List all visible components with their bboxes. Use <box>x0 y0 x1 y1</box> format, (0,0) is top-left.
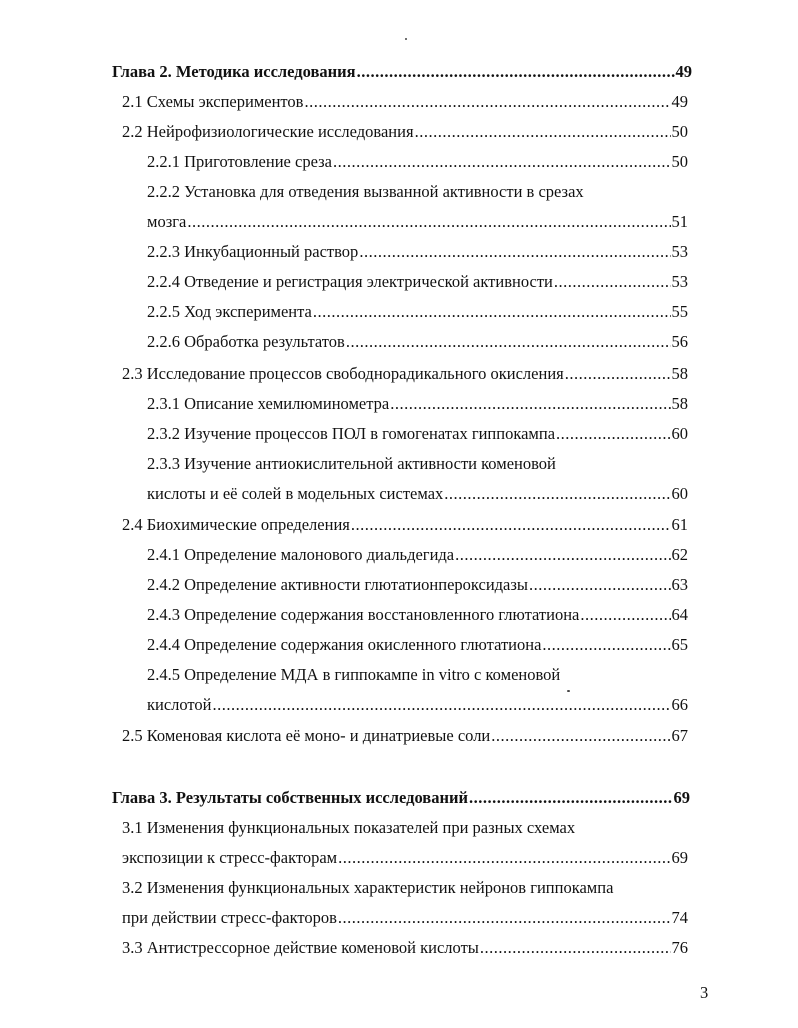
toc-entry-text: экспозиции к стресс-факторам <box>122 848 338 867</box>
dot-leader <box>304 90 670 114</box>
toc-entry-text: 2.3 Исследование процессов свободнорадикального окисления <box>122 364 564 383</box>
toc-entry-page: 63 <box>671 575 688 594</box>
toc-entry-page: 64 <box>671 605 688 624</box>
toc-entry-text: при действии стресс-факторов <box>122 908 337 927</box>
toc-entry-3-1-line2 <box>122 846 688 870</box>
dot-leader <box>359 240 670 264</box>
toc-entry-text: 2.3.2 Изучение процессов ПОЛ в гомогенатах гиппокампа <box>147 424 556 443</box>
toc-entry-text: Глава 2. Методика исследования <box>112 62 356 81</box>
toc-entry-2-2-6 <box>147 330 688 354</box>
toc-entry-page: 62 <box>671 545 688 564</box>
toc-entry-2-4-5-line2 <box>147 693 688 717</box>
dot-leader <box>187 210 670 234</box>
toc-entry-2-3-2 <box>147 422 688 446</box>
dot-leader <box>313 300 671 324</box>
toc-entry-2-3-1 <box>147 392 688 416</box>
toc-entry-page: 55 <box>671 302 688 321</box>
dot-leader <box>333 150 671 174</box>
page-number: 3 <box>700 983 709 1002</box>
dot-leader <box>455 543 670 567</box>
toc-entry-2-2-2-line1 <box>147 180 688 204</box>
toc-entry-2-1 <box>122 90 688 114</box>
toc-entry-text: кислотой <box>147 695 212 714</box>
dot-leader <box>580 603 670 627</box>
scan-speck <box>567 690 570 692</box>
toc-entry-page: 53 <box>671 242 688 261</box>
toc-entry-page: 65 <box>671 635 688 654</box>
toc-entry-text: 2.3.1 Описание хемилюминометра <box>147 394 390 413</box>
toc-entry-2-2-2-line2 <box>147 210 688 234</box>
dot-leader <box>444 482 670 506</box>
toc-entry-3-2-line1 <box>122 876 688 900</box>
toc-entry-2-4-3 <box>147 603 688 627</box>
dot-leader <box>338 846 670 870</box>
toc-entry-2-2-1 <box>147 150 688 174</box>
dot-leader <box>390 392 670 416</box>
toc-entry-page: 76 <box>671 938 688 957</box>
toc-entry-chapter-3 <box>112 786 690 810</box>
scan-speck <box>405 38 407 40</box>
toc-entry-page: 60 <box>671 424 688 443</box>
toc-entry-2-3-3-line2 <box>147 482 688 506</box>
toc-entry-page: 61 <box>671 515 688 534</box>
toc-entry-text: 2.2.1 Приготовление среза <box>147 152 332 171</box>
toc-entry-2-4 <box>122 513 688 537</box>
toc-entry-text: 2.4 Биохимические определения <box>122 515 350 534</box>
dot-leader <box>480 936 671 960</box>
dot-leader <box>213 693 671 717</box>
toc-entry-page: 56 <box>671 332 688 351</box>
toc-entry-text: 3.2 Изменения функциональных характеристик нейронов гиппокампа <box>122 878 614 897</box>
toc-entry-2-4-2 <box>147 573 688 597</box>
toc-entry-page: 49 <box>675 62 692 81</box>
dot-leader <box>542 633 670 657</box>
toc-entry-2-4-5-line1 <box>147 663 688 687</box>
toc-entry-text: 2.3.3 Изучение антиокислительной активности коменовой <box>147 454 556 473</box>
toc-entry-2-3 <box>122 362 688 386</box>
toc-entry-3-2-line2 <box>122 906 688 930</box>
toc-entry-page: 58 <box>671 364 688 383</box>
toc-entry-2-4-1 <box>147 543 688 567</box>
toc-entry-2-2-4 <box>147 270 688 294</box>
toc-entry-page: 69 <box>673 788 690 807</box>
toc-entry-text: 2.2.3 Инкубационный раствор <box>147 242 359 261</box>
toc-entry-text: 2.5 Коменовая кислота её моно- и динатриевые соли <box>122 726 491 745</box>
toc-entry-text: 2.1 Схемы экспериментов <box>122 92 304 111</box>
dot-leader <box>554 270 671 294</box>
toc-entry-2-5 <box>122 724 688 748</box>
toc-entry-3-1-line1 <box>122 816 688 840</box>
dot-leader <box>469 786 673 810</box>
toc-entry-text: 2.2.4 Отведение и регистрация электрической активности <box>147 272 553 291</box>
dot-leader <box>556 422 670 446</box>
toc-entry-2-3-3-line1 <box>147 452 688 476</box>
toc-entry-2-4-4 <box>147 633 688 657</box>
toc-entry-page: 66 <box>671 695 688 714</box>
toc-entry-page: 74 <box>671 908 688 927</box>
dot-leader <box>351 513 671 537</box>
toc-entry-text: 2.4.2 Определение активности глютатионпероксидазы <box>147 575 528 594</box>
toc-entry-page: 49 <box>671 92 688 111</box>
dot-leader <box>565 362 671 386</box>
toc-entry-page: 51 <box>671 212 688 231</box>
toc-entry-page: 58 <box>671 394 688 413</box>
toc-entry-2-2-3 <box>147 240 688 264</box>
toc-entry-text: 2.4.3 Определение содержания восстановленного глютатиона <box>147 605 580 624</box>
dot-leader <box>357 60 675 84</box>
toc-entry-text: 2.4.1 Определение малонового диальдегида <box>147 545 455 564</box>
toc-entry-page: 50 <box>671 152 688 171</box>
dot-leader <box>491 724 670 748</box>
dot-leader <box>529 573 671 597</box>
toc-entry-text: Глава 3. Результаты собственных исследований <box>112 788 468 807</box>
toc-entry-text: 2.2.2 Установка для отведения вызванной активности в срезах <box>147 182 584 201</box>
toc-entry-text: 2.2.6 Обработка результатов <box>147 332 345 351</box>
toc-entry-text: мозга <box>147 212 187 231</box>
toc-entry-page: 60 <box>671 484 688 503</box>
toc-entry-page: 69 <box>671 848 688 867</box>
toc-entry-2-2-5 <box>147 300 688 324</box>
dot-leader <box>346 330 671 354</box>
toc-entry-text: 3.1 Изменения функциональных показателей при разных схемах <box>122 818 576 837</box>
dot-leader <box>338 906 671 930</box>
toc-entry-text: кислоты и её солей в модельных системах <box>147 484 444 503</box>
toc-entry-page: 50 <box>671 122 688 141</box>
toc-entry-text: 3.3 Антистрессорное действие коменовой кислоты <box>122 938 479 957</box>
toc-entry-chapter-2 <box>112 60 692 84</box>
toc-entry-text: 2.2.5 Ход эксперимента <box>147 302 312 321</box>
toc-entry-page: 67 <box>671 726 688 745</box>
toc-entry-3-3 <box>122 936 688 960</box>
toc-entry-text: 2.4.4 Определение содержания окисленного глютатиона <box>147 635 542 654</box>
toc-entry-text: 2.2 Нейрофизиологические исследования <box>122 122 414 141</box>
toc-entry-2-2 <box>122 120 688 144</box>
toc-entry-page: 53 <box>671 272 688 291</box>
dot-leader <box>415 120 671 144</box>
toc-entry-text: 2.4.5 Определение МДА в гиппокампе in vitro с коменовой <box>147 665 561 684</box>
